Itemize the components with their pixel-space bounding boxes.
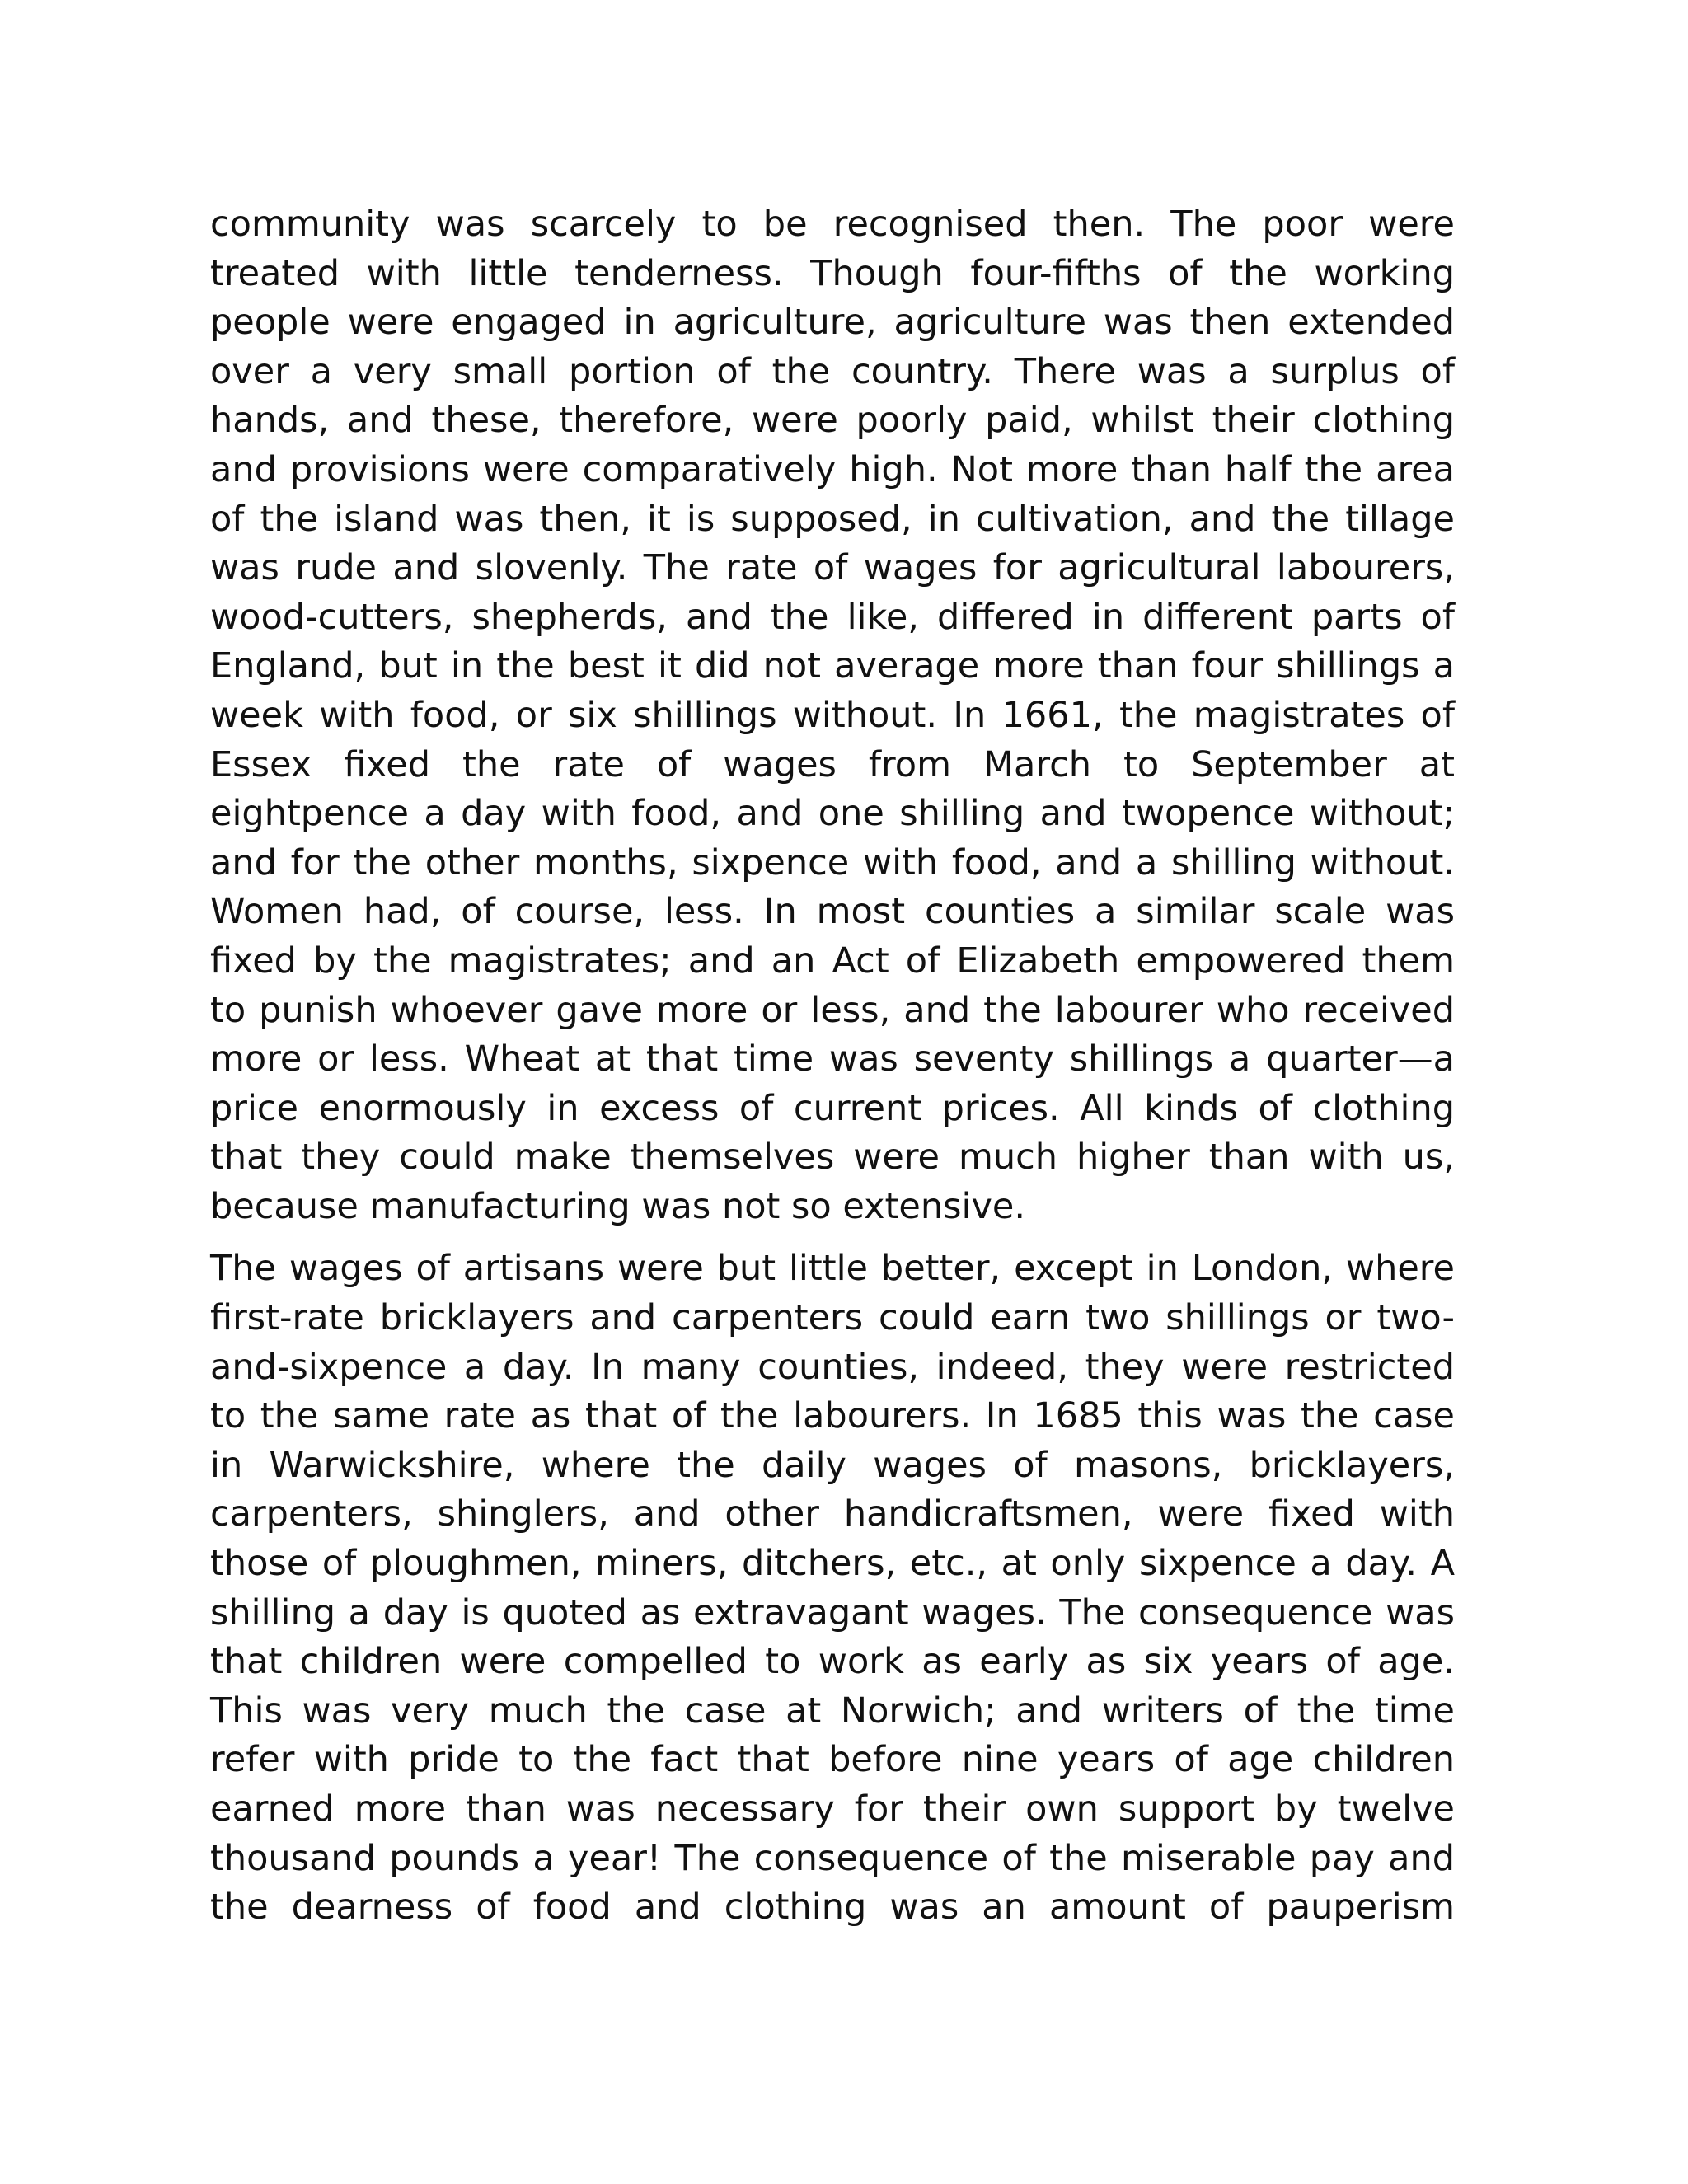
text-line: community was scarcely to be recognised then. The poor were	[210, 204, 1455, 245]
text-line: to punish whoever gave more or less, and the labourer who received	[210, 989, 1455, 1031]
text-line: that they could make themselves were much higher than with us,	[210, 1137, 1455, 1179]
text-line: carpenters, shinglers, and other handicraftsmen, were fixed with	[210, 1493, 1455, 1535]
text-line: and for the other months, sixpence with food, and a shilling without.	[210, 841, 1455, 883]
text-line: of the island was then, it is supposed, in cultivation, and the tillage	[210, 498, 1455, 540]
text-line: that children were compelled to work as early as six years of age.	[210, 1641, 1455, 1683]
text-line: first-rate bricklayers and carpenters could earn two shillings or two-	[210, 1297, 1455, 1339]
text-line: The wages of artisans were but little better, except in London, where	[210, 1248, 1455, 1290]
text-line: to the same rate as that of the labourers. In 1685 this was the case	[210, 1395, 1455, 1437]
text-line: treated with little tenderness. Though four-fifths of the working	[210, 252, 1455, 294]
text-line: This was very much the case at Norwich; and writers of the time	[210, 1690, 1455, 1732]
text-line: and provisions were comparatively high. Not more than half the area	[210, 448, 1455, 490]
text-line: thousand pounds a year! The consequence of the miserable pay and	[210, 1837, 1455, 1879]
text-line: Women had, of course, less. In most counties a similar scale was	[210, 891, 1455, 933]
text-line: England, but in the best it did not average more than four shillings a	[210, 645, 1455, 687]
text-line: over a very small portion of the country. There was a surplus of	[210, 350, 1455, 392]
text-line: earned more than was necessary for their own support by twelve	[210, 1788, 1455, 1830]
text-line: and-sixpence a day. In many counties, indeed, they were restricted	[210, 1346, 1455, 1388]
text-line: fixed by the magistrates; and an Act of Elizabeth empowered them	[210, 940, 1455, 982]
text-line: price enormously in excess of current prices. All kinds of clothing	[210, 1087, 1455, 1129]
text-line: week with food, or six shillings without. In 1661, the magistrates of	[210, 694, 1455, 736]
paragraph-1	[210, 200, 1455, 1231]
text-line: eightpence a day with food, and one shilling and twopence without;	[210, 793, 1455, 835]
text-line: shilling a day is quoted as extravagant wages. The consequence was	[210, 1591, 1455, 1633]
text-line: wood-cutters, shepherds, and the like, differed in different parts of	[210, 596, 1455, 638]
text-line: the dearness of food and clothing was an amount of pauperism	[210, 1886, 1455, 1929]
text-line: in Warwickshire, where the daily wages of masons, bricklayers,	[210, 1444, 1455, 1486]
text-line: Essex fixed the rate of wages from March to September at	[210, 743, 1455, 785]
text-line: more or less. Wheat at that time was seventy shillings a quarter—a	[210, 1038, 1455, 1080]
text-line: hands, and these, therefore, were poorly paid, whilst their clothing	[210, 400, 1455, 442]
text-line: was rude and slovenly. The rate of wages for agricultural labourers,	[210, 547, 1455, 589]
text-line: those of ploughmen, miners, ditchers, etc., at only sixpence a day. A	[210, 1543, 1455, 1585]
body-text	[210, 200, 1455, 1933]
paragraph-2	[210, 1244, 1455, 1932]
text-line: refer with pride to the fact that before nine years of age children	[210, 1739, 1455, 1781]
text-line: people were engaged in agriculture, agriculture was then extended	[210, 302, 1455, 344]
text-line: because manufacturing was not so extensive.	[210, 1185, 1026, 1227]
